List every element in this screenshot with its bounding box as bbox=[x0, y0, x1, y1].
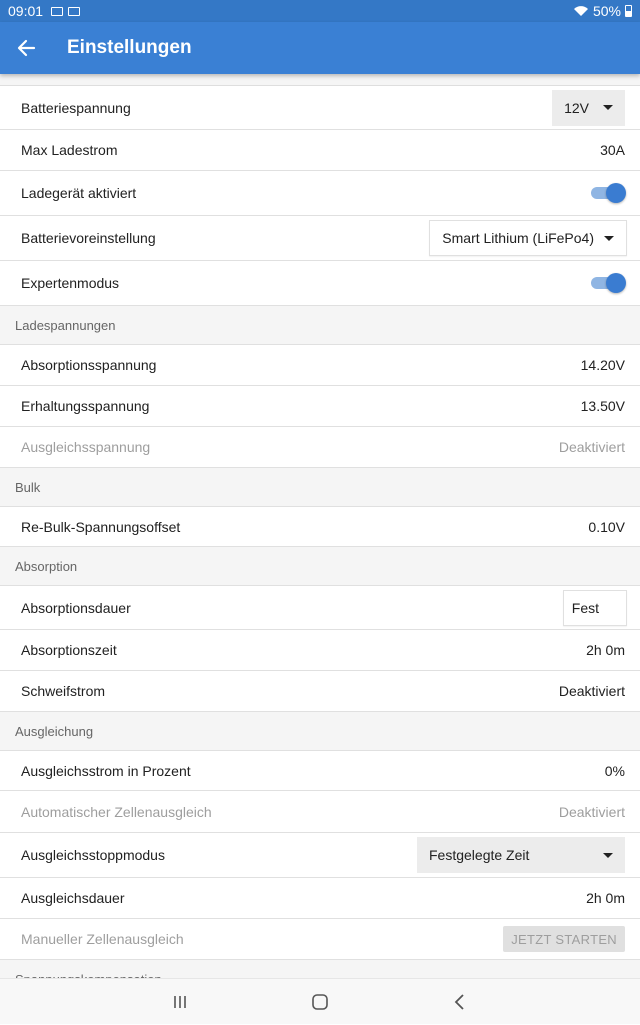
row-label: Ausgleichsspannung bbox=[21, 439, 151, 455]
batteriespannung-dropdown[interactable] bbox=[552, 90, 625, 126]
row-label: Automatischer Zellenausgleich bbox=[21, 803, 212, 820]
row-rebulk[interactable] bbox=[0, 507, 640, 547]
status-time: 09:01 bbox=[8, 3, 44, 19]
row-label: Schweifstrom bbox=[21, 683, 106, 699]
row-label: Ausgleichsstoppmodus bbox=[21, 847, 165, 863]
ausgleichsstoppmodus-dropdown[interactable] bbox=[417, 837, 625, 873]
row-value: 2h 0m bbox=[586, 890, 625, 906]
recents-button[interactable] bbox=[110, 979, 250, 1025]
absorptionsdauer-dropdown[interactable] bbox=[563, 590, 627, 626]
home-icon bbox=[311, 993, 329, 1011]
jetzt-starten-button[interactable]: JETZT STARTEN bbox=[503, 926, 625, 952]
dropdown-value: 12V bbox=[564, 99, 589, 116]
row-label: Max Ladestrom bbox=[21, 142, 118, 158]
row-max-ladestrom[interactable] bbox=[0, 130, 640, 171]
row-batteriespannung bbox=[0, 86, 640, 130]
home-button[interactable] bbox=[250, 979, 390, 1025]
row-label: Batterievoreinstellung bbox=[21, 230, 156, 246]
gallery-icon bbox=[68, 7, 80, 16]
page-title: Einstellungen bbox=[67, 37, 192, 58]
row-value: Deaktiviert bbox=[558, 439, 625, 455]
app-bar bbox=[0, 22, 640, 74]
dropdown-value: Festgelegte Zeit bbox=[429, 847, 530, 863]
row-value: Deaktiviert bbox=[558, 803, 625, 820]
row-absorptionszeit[interactable] bbox=[0, 630, 640, 671]
caret-down-icon bbox=[604, 236, 614, 241]
list-top-strip bbox=[0, 74, 640, 86]
back-icon bbox=[453, 993, 467, 1011]
row-erhaltungsspannung[interactable] bbox=[0, 386, 640, 427]
system-nav-bar bbox=[0, 978, 640, 1024]
row-value: 30A bbox=[600, 142, 625, 158]
section-absorption: Absorption bbox=[0, 547, 640, 586]
row-batterievoreinstellung bbox=[0, 216, 640, 261]
row-label: Absorptionszeit bbox=[21, 642, 117, 658]
row-label: Manueller Zellenausgleich bbox=[21, 931, 184, 947]
row-value: 14.20V bbox=[580, 357, 625, 373]
nav-back-button[interactable] bbox=[390, 979, 530, 1025]
row-ausgleichsdauer[interactable] bbox=[0, 878, 640, 919]
row-label: Absorptionsspannung bbox=[21, 357, 157, 373]
row-label: Ausgleichsstrom in Prozent bbox=[21, 762, 191, 779]
row-absorptionsspannung[interactable] bbox=[0, 345, 640, 386]
row-value: Deaktiviert bbox=[558, 683, 625, 699]
row-manueller-zellenausgleich bbox=[0, 919, 640, 960]
back-button[interactable] bbox=[4, 26, 48, 70]
toggle-thumb bbox=[606, 183, 626, 203]
row-value: 2h 0m bbox=[586, 642, 625, 658]
expertenmodus-toggle[interactable] bbox=[591, 273, 625, 293]
ladegeraet-toggle[interactable] bbox=[591, 183, 625, 203]
row-label: Expertenmodus bbox=[21, 275, 120, 291]
row-label: Ausgleichsdauer bbox=[21, 890, 125, 906]
row-label: Batteriespannung bbox=[21, 99, 131, 116]
row-label: Re-Bulk-Spannungsoffset bbox=[21, 518, 181, 535]
row-ausgleichsstrom[interactable] bbox=[0, 751, 640, 791]
row-ausgleichsstoppmodus bbox=[0, 833, 640, 878]
row-expertenmodus bbox=[0, 261, 640, 306]
row-ausgleichsspannung bbox=[0, 427, 640, 468]
row-value: 0.10V bbox=[588, 518, 625, 535]
row-auto-zellenausgleich bbox=[0, 791, 640, 833]
sim-icon bbox=[51, 7, 63, 16]
caret-down-icon bbox=[603, 853, 613, 858]
dropdown-value: Fest bbox=[571, 599, 599, 616]
battery-percent: 50% bbox=[592, 3, 621, 19]
row-value: 13.50V bbox=[580, 398, 625, 414]
section-bulk: Bulk bbox=[0, 468, 640, 507]
row-value: 0% bbox=[604, 762, 625, 779]
status-bar bbox=[0, 0, 640, 22]
settings-list[interactable] bbox=[0, 74, 640, 978]
dropdown-value: Smart Lithium (LiFePo4) bbox=[442, 230, 594, 246]
row-label: Absorptionsdauer bbox=[21, 599, 131, 616]
row-label: Erhaltungsspannung bbox=[21, 398, 150, 414]
row-schweifstrom[interactable] bbox=[0, 671, 640, 712]
section-ladespannungen: Ladespannungen bbox=[0, 306, 640, 345]
row-label: Ladegerät aktiviert bbox=[21, 185, 137, 201]
toggle-thumb bbox=[606, 273, 626, 293]
caret-down-icon bbox=[603, 105, 613, 110]
arrow-left-icon bbox=[17, 39, 35, 57]
battery-icon bbox=[625, 5, 632, 17]
wifi-icon bbox=[573, 5, 589, 17]
row-ladegeraet bbox=[0, 171, 640, 216]
section-ausgleichung: Ausgleichung bbox=[0, 712, 640, 751]
row-absorptionsdauer bbox=[0, 586, 640, 630]
batterievoreinstellung-dropdown[interactable] bbox=[429, 220, 627, 256]
recents-icon bbox=[172, 994, 188, 1010]
